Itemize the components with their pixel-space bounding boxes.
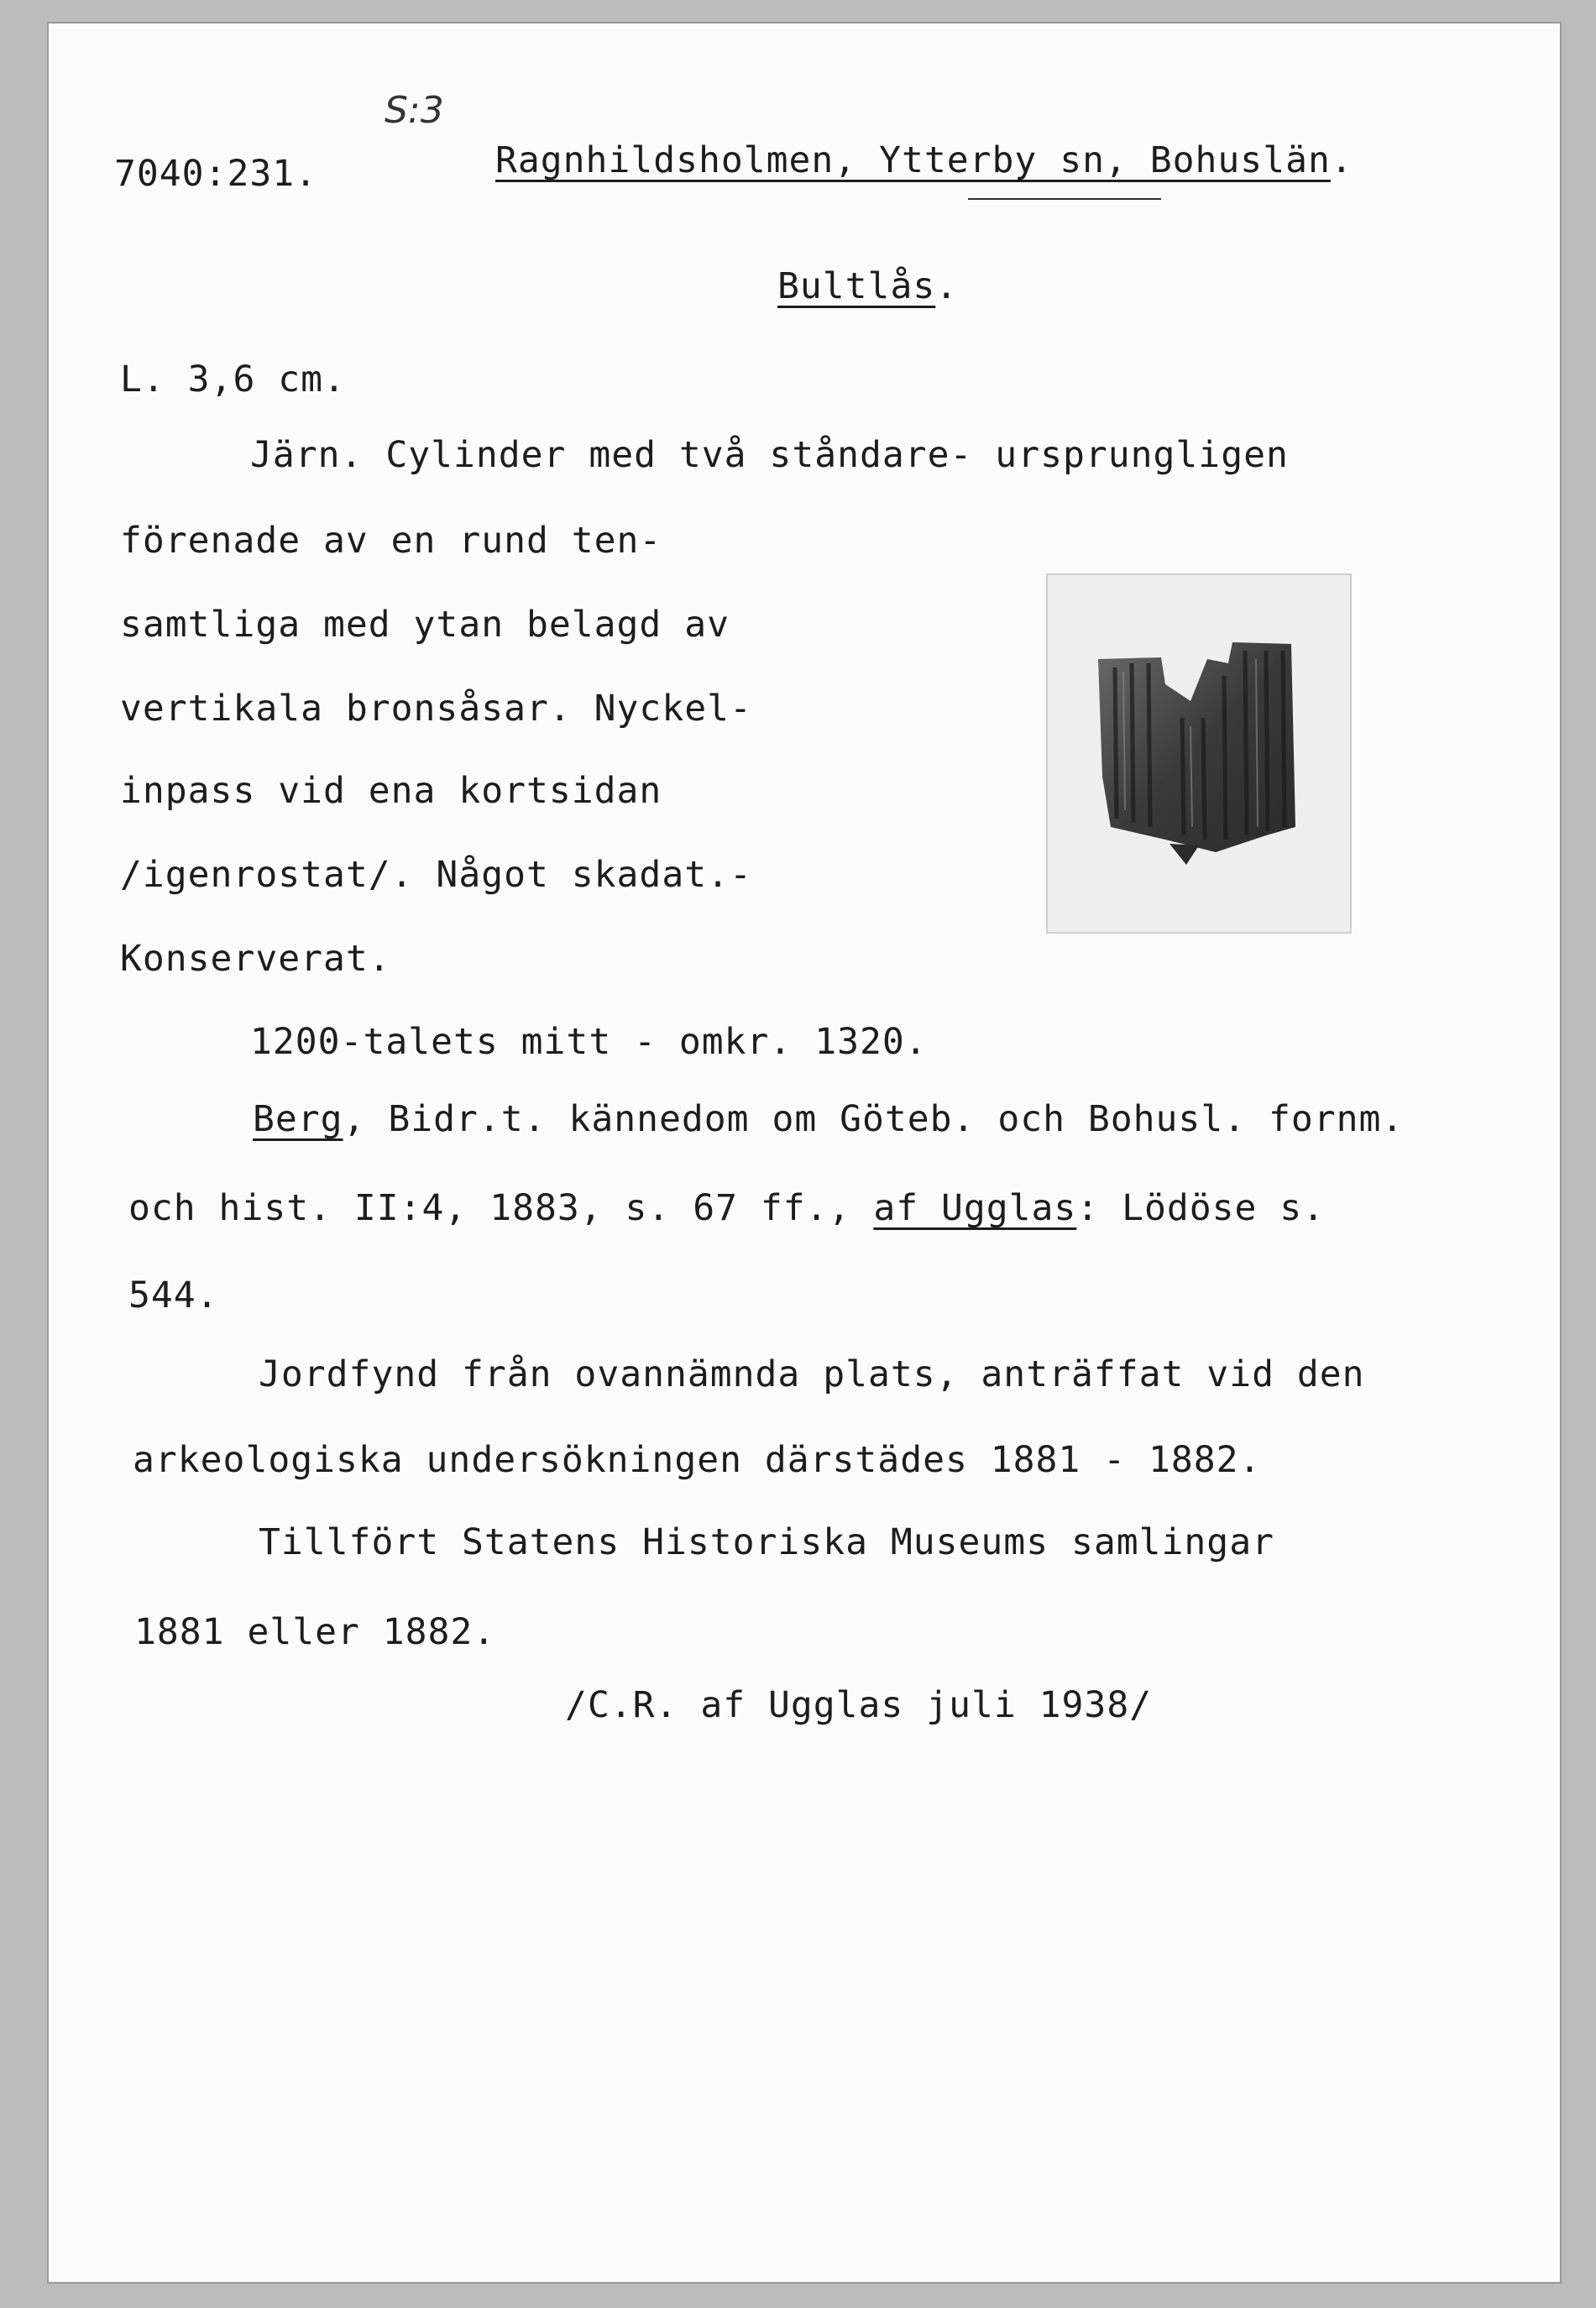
reference-text-1: , Bidr.t. kännedom om Göteb. och Bohusl. fornm.: [343, 1098, 1405, 1140]
measurement: L. 3,6 cm.: [120, 358, 346, 400]
bolt-lock-photo-icon: [1081, 625, 1316, 877]
description-line-6: /igenrostat/. Något skadat.-: [120, 854, 752, 896]
object-title-period: .: [935, 265, 959, 307]
reference-line-2: [128, 1187, 1326, 1229]
handwritten-mark: S:3: [385, 89, 444, 132]
reference-line-1: [253, 1098, 1405, 1140]
reference-author-berg: Berg: [253, 1098, 343, 1140]
signature: /C.R. af Ugglas juli 1938/: [565, 1684, 1153, 1726]
find-context-line-2: arkeologiska undersökningen därstädes 1881 - 1882.: [133, 1439, 1262, 1481]
description-line-5: inpass vid ena kortsidan: [120, 770, 662, 812]
reference-text-2: och hist. II:4, 1883, s. 67 ff.,: [128, 1187, 874, 1229]
acquisition-line-2: 1881 eller 1882.: [134, 1611, 496, 1653]
reference-line-3: 544.: [128, 1274, 219, 1316]
acquisition-line-1: Tillfört Statens Historiska Museums samlingar: [259, 1521, 1274, 1563]
location-period: .: [1330, 139, 1353, 181]
reference-author-ugglas: af Ugglas: [873, 1187, 1077, 1229]
find-context-line-1: Jordfynd från ovannämnda plats, anträffat vid den: [259, 1353, 1365, 1395]
object-title-line: [777, 265, 959, 307]
catalog-card: [49, 24, 1560, 2282]
object-photo: [1046, 573, 1352, 934]
underline-accent: [968, 198, 1161, 200]
description-line-4: vertikala bronsåsar. Nyckel-: [120, 688, 752, 730]
catalog-number: 7040:231.: [114, 153, 317, 195]
description-line-2: förenade av en rund ten-: [120, 520, 662, 562]
location: Ragnhildsholmen, Ytterby sn, Bohuslän: [495, 139, 1331, 181]
location-line: [495, 139, 1353, 181]
description-line-1: Järn. Cylinder med två ståndare- ursprungligen: [250, 434, 1289, 476]
reference-text-3: : Lödöse s.: [1076, 1187, 1326, 1229]
description-line-7: Konserverat.: [120, 938, 391, 980]
object-title: Bultlås: [777, 265, 936, 307]
dating: 1200-talets mitt - omkr. 1320.: [250, 1021, 928, 1063]
description-line-3: samtliga med ytan belagd av: [120, 604, 730, 646]
